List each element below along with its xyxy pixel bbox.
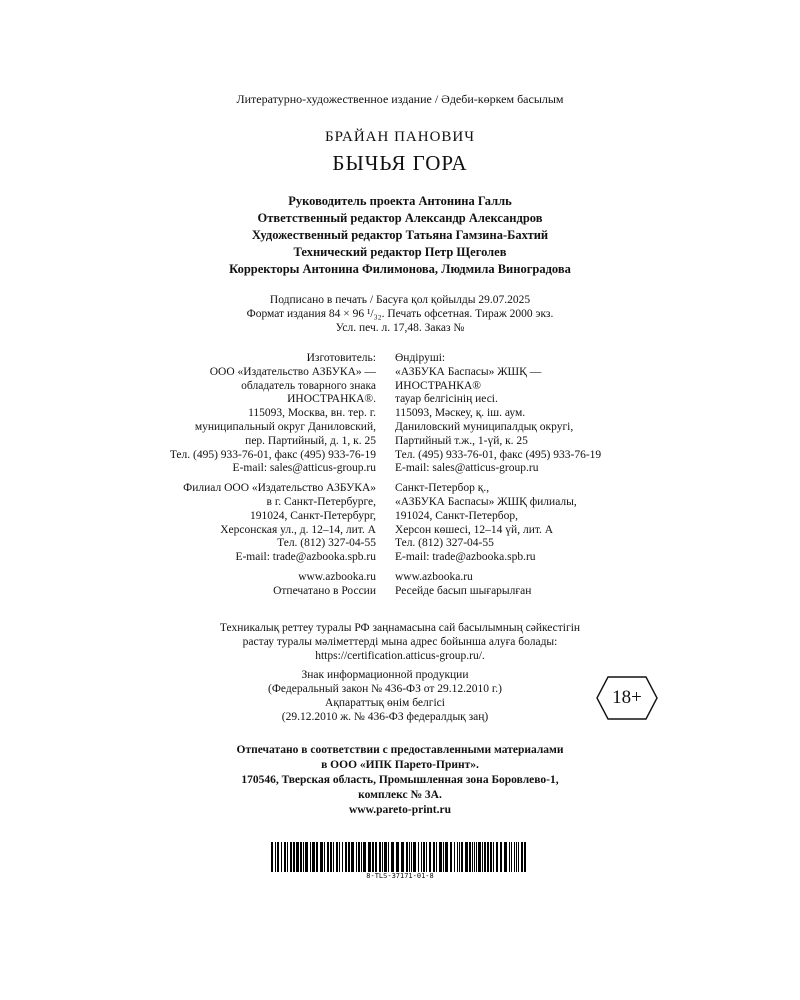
- barcode-bar: [324, 842, 325, 872]
- manufacturer-russian: [170, 352, 376, 599]
- barcode-bar: [379, 842, 381, 872]
- barcode-bar: [413, 842, 416, 872]
- barcode-bar: [312, 842, 315, 872]
- left-line: ИНОСТРАНКА®.: [287, 393, 376, 406]
- barcode-bar: [421, 842, 422, 872]
- barcode-bar: [426, 842, 427, 872]
- barcode-bar: [293, 842, 295, 872]
- left-line: обладатель товарного знака: [241, 379, 376, 392]
- barcode-bar: [316, 842, 318, 872]
- barcode-bar: [500, 842, 502, 872]
- barcode-bar: [472, 842, 473, 872]
- right-line: Өндіруші:: [395, 352, 446, 364]
- barcode-number: 8-TLS-37171-01-8: [366, 872, 434, 880]
- left-line: пер. Партийный, д. 1, к. 25: [245, 434, 376, 447]
- right-line: Херсон көшесі, 12–14 үй, лит. А: [395, 523, 554, 536]
- printer-line: комплекс № 3А.: [358, 789, 442, 801]
- barcode-bar: [476, 842, 477, 872]
- barcode-bar: [356, 842, 357, 872]
- barcode-bar: [496, 842, 498, 872]
- barcode-bar: [361, 842, 362, 872]
- barcode-bar: [275, 842, 276, 872]
- staff-line: Технический редактор Петр Щеголев: [293, 245, 507, 259]
- barcode-bar: [454, 842, 455, 872]
- left-line: Отпечатано в России: [273, 584, 376, 597]
- print-detail-line: Формат издания 84 × 96 ¹/₃₂. Печать офсетная. Тираж 2000 экз.: [246, 308, 554, 320]
- barcode-bar: [504, 842, 507, 872]
- barcode-bar: [423, 842, 425, 872]
- certification-line: Техникалық реттеу туралы РФ заңнамасына сай басылымның сәйкестігін: [219, 622, 581, 634]
- barcode-icon: [271, 842, 529, 872]
- right-line: Партийный т.ж., 1-үй, к. 25: [395, 434, 528, 447]
- barcode-bar: [459, 842, 460, 872]
- left-line: ООО «Издательство АЗБУКА» —: [209, 365, 376, 378]
- barcode-bar: [409, 842, 410, 872]
- left-line: в г. Санкт-Петербурге,: [266, 495, 376, 508]
- barcode-bar: [461, 842, 463, 872]
- barcode-bar: [333, 842, 334, 872]
- right-line: Тел. (495) 933-76-01, факс (495) 933-76-19: [395, 448, 602, 461]
- barcode-bar: [384, 842, 387, 872]
- barcode-bar: [493, 842, 494, 872]
- barcode-bar: [391, 842, 394, 872]
- right-line: Тел. (812) 327-04-55: [395, 537, 494, 550]
- certification-note: [0, 621, 800, 663]
- barcode-bar: [418, 842, 419, 872]
- barcode-bar: [336, 842, 338, 872]
- editorial-staff: [0, 193, 800, 278]
- left-line: E-mail: trade@azbooka.spb.ru: [235, 551, 376, 564]
- age-rating-badge: [596, 676, 658, 720]
- left-line: 115093, Москва, вн. тер. г.: [248, 407, 376, 420]
- genre-line: Литературно-художественное издание / Әдеби-көркем басылым: [236, 92, 564, 106]
- barcode-bar: [290, 842, 292, 872]
- barcode-bar: [305, 842, 308, 872]
- certification-line: https://certification.atticus-group.ru/.: [315, 650, 485, 662]
- right-line: E-mail: trade@azbooka.spb.ru: [395, 551, 536, 564]
- right-line: 191024, Санкт-Петербор,: [395, 509, 518, 522]
- right-line: Санкт-Петербор қ.,: [395, 482, 490, 495]
- barcode-bar: [518, 842, 519, 872]
- barcode-bar: [388, 842, 389, 872]
- author-name: БРАЙАН ПАНОВИЧ: [324, 129, 476, 145]
- right-line: ИНОСТРАНКА®: [395, 379, 481, 392]
- barcode-bar: [296, 842, 299, 872]
- right-line: «АЗБУКА Баспасы» ЖШҚ филиалы,: [395, 495, 577, 508]
- barcode-bar: [516, 842, 517, 872]
- left-line: Филиал ООО «Издательство АЗБУКА»: [183, 482, 376, 495]
- barcode-bar: [478, 842, 481, 872]
- info-line: (29.12.2010 ж. № 436-ФЗ федералдық заң): [281, 711, 489, 723]
- left-line: Тел. (495) 933-76-01, факс (495) 933-76-19: [169, 448, 376, 461]
- print-detail-line: Подписано в печать / Басуға қол қойылды 29.07.2025: [269, 294, 531, 306]
- barcode-bar: [487, 842, 489, 872]
- barcode-bar: [345, 842, 347, 872]
- right-line: www.azbooka.ru: [395, 570, 473, 583]
- barcode-bar: [358, 842, 360, 872]
- barcode-bar: [368, 842, 371, 872]
- book-title: БЫЧЬЯ ГОРА: [332, 151, 468, 175]
- info-line: Ақпараттық өнім белгісі: [325, 697, 445, 709]
- printer-line: в ООО «ИПК Парето-Принт».: [321, 759, 479, 771]
- left-line: Херсонская ул., д. 12–14, лит. А: [220, 523, 376, 536]
- barcode-bar: [327, 842, 329, 872]
- barcode-bar: [303, 842, 304, 872]
- left-line: Тел. (812) 327-04-55: [277, 537, 376, 550]
- printer-line: 170546, Тверская область, Промышленная зона Боровлево-1,: [241, 774, 559, 786]
- right-line: E-mail: sales@atticus-group.ru: [395, 462, 539, 475]
- barcode-bar: [348, 842, 350, 872]
- barcode-bar: [465, 842, 468, 872]
- barcode-bar: [443, 842, 444, 872]
- left-line: муниципальный округ Даниловский,: [194, 420, 376, 433]
- printer-info: [0, 743, 800, 818]
- barcode-bar: [469, 842, 471, 872]
- print-details: [0, 293, 800, 335]
- certification-line: растау туралы мәліметтерді мына адрес бойынша алуға болады:: [242, 636, 558, 648]
- barcode-bar: [521, 842, 523, 872]
- barcode-bar: [482, 842, 483, 872]
- barcode-bar: [439, 842, 442, 872]
- barcode-bar: [511, 842, 512, 872]
- barcode-bar: [287, 842, 288, 872]
- staff-line: Корректоры Антонина Филимонова, Людмила Виноградова: [229, 262, 571, 276]
- barcode-bar: [271, 842, 273, 872]
- age-rating-label: 18+: [612, 687, 642, 708]
- barcode-bar: [401, 842, 404, 872]
- left-line: Изготовитель:: [306, 352, 376, 364]
- right-line: Ресейде басып шығарылған: [395, 584, 532, 597]
- barcode-bar: [524, 842, 526, 872]
- barcode-bar: [474, 842, 475, 872]
- barcode-bar: [330, 842, 332, 872]
- staff-line: Ответственный редактор Александр Александров: [257, 211, 543, 225]
- barcode-bar: [490, 842, 492, 872]
- barcode-bar: [514, 842, 515, 872]
- barcode-bar: [484, 842, 486, 872]
- barcode-bar: [342, 842, 343, 872]
- barcode-bar: [284, 842, 286, 872]
- barcode-bar: [445, 842, 448, 872]
- barcode-bar: [406, 842, 408, 872]
- barcode-bar: [429, 842, 431, 872]
- barcode-bar: [433, 842, 435, 872]
- right-line: 115093, Мәскеу, қ. іш. аум.: [395, 407, 526, 420]
- manufacturer-kazakh: [395, 352, 601, 599]
- left-line: 191024, Санкт-Петербург,: [250, 509, 376, 522]
- barcode-bar: [363, 842, 366, 872]
- info-line: (Федеральный закон № 436-ФЗ от 29.12.2010 г.): [268, 683, 502, 695]
- left-line: www.azbooka.ru: [298, 570, 376, 583]
- printer-line: Отпечатано в соответствии с предоставленными материалами: [236, 744, 564, 756]
- staff-line: Художественный редактор Татьяна Гамзина-Бахтий: [251, 228, 549, 242]
- barcode-bar: [310, 842, 311, 872]
- print-detail-line: Усл. печ. л. 17,48. Заказ №: [335, 322, 465, 334]
- barcode-bar: [436, 842, 437, 872]
- barcode-bar: [351, 842, 354, 872]
- barcode-bar: [411, 842, 412, 872]
- barcode-bar: [320, 842, 323, 872]
- barcode-bar: [382, 842, 383, 872]
- right-line: «АЗБУКА Баспасы» ЖШҚ —: [395, 365, 542, 378]
- barcode-bar: [281, 842, 282, 872]
- staff-line: Руководитель проекта Антонина Галль: [288, 194, 512, 208]
- barcode-bar: [375, 842, 377, 872]
- barcode-bar: [339, 842, 340, 872]
- barcode-bar: [372, 842, 374, 872]
- barcode-bar: [300, 842, 302, 872]
- barcode-bar: [450, 842, 452, 872]
- barcode-bar: [509, 842, 510, 872]
- right-line: Даниловский муниципалдық округі,: [395, 420, 574, 433]
- info-product-mark: [180, 668, 590, 724]
- barcode-bar: [396, 842, 399, 872]
- info-line: Знак информационной продукции: [301, 669, 469, 681]
- barcode-bar: [457, 842, 458, 872]
- barcode-bar: [277, 842, 279, 872]
- right-line: тауар белгісінің иесі.: [395, 393, 498, 406]
- printer-line: www.pareto-print.ru: [348, 804, 451, 816]
- left-line: E-mail: sales@atticus-group.ru: [232, 462, 376, 475]
